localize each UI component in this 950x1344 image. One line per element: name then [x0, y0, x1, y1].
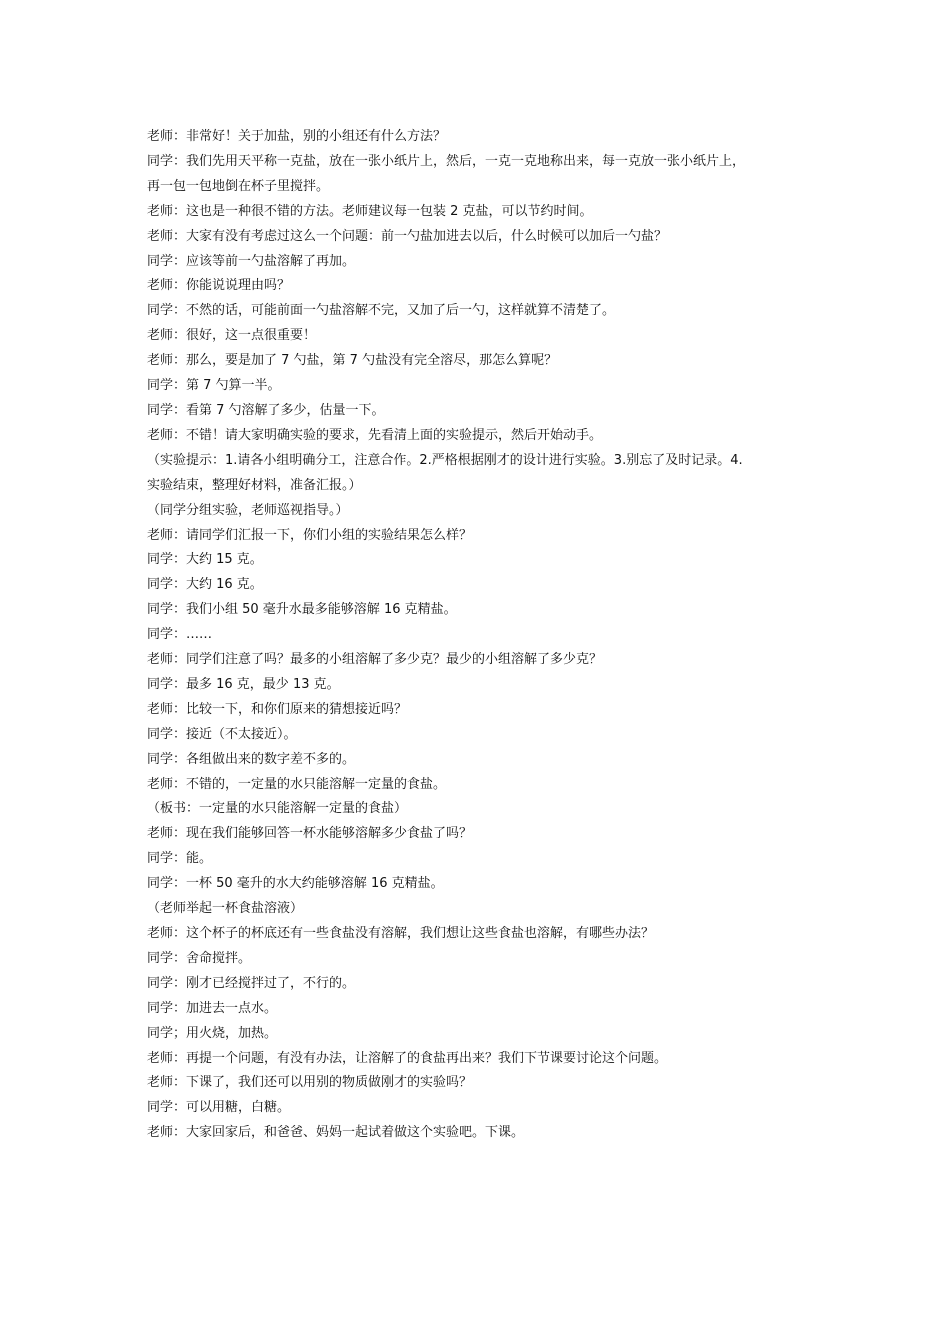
- transcript-line: （老师举起一杯食盐溶液）: [147, 901, 304, 917]
- transcript-line: 老师：非常好！关于加盐，别的小组还有什么方法？: [147, 129, 447, 144]
- transcript-line: （实验提示：1.请各小组明确分工，注意合作。2.严格根据刚才的设计进行实验。3.别忘了及时记录。4.: [147, 452, 743, 468]
- transcript-line: 老师：下课了，我们还可以用别的物质做刚才的实验吗？: [147, 1075, 473, 1091]
- transcript-line: 老师：比较一下，和你们原来的猜想接近吗？: [147, 701, 408, 717]
- transcript-line: 同学：一杯 50 毫升的水大约能够溶解 16 克精盐。: [147, 876, 444, 892]
- transcript-line: （板书：一定量的水只能溶解一定量的食盐）: [147, 801, 408, 817]
- transcript-line: 同学：可以用糖，白糖。: [147, 1100, 291, 1116]
- transcript-line: 同学：大约 15 克。: [147, 552, 263, 568]
- transcript-line: 同学：接近（不太接近）。: [147, 726, 297, 742]
- transcript-line: 老师：这也是一种很不错的方法。老师建议每一包装 2 克盐，可以节约时间。: [147, 203, 593, 219]
- transcript-line: 同学：应该等前一勺盐溶解了再加。: [147, 253, 356, 269]
- transcript-line: 老师：现在我们能够回答一杯水能够溶解多少食盐了吗？: [147, 826, 473, 842]
- transcript-line: 同学：各组做出来的数字差不多的。: [147, 751, 356, 767]
- transcript-line: 同学：第 7 勺算一半。: [147, 378, 281, 394]
- transcript-line: 同学：不然的话，可能前面一勺盐溶解不完，又加了后一勺，这样就算不清楚了。: [147, 303, 616, 319]
- transcript-line: （同学分组实验，老师巡视指导。）: [147, 502, 349, 518]
- transcript-line: 再一包一包地倒在杯子里搅拌。: [147, 178, 330, 194]
- transcript-line: 实验结束，整理好材料，准备汇报。）: [147, 477, 362, 493]
- transcript-line: 老师：请同学们汇报一下，你们小组的实验结果怎么样？: [147, 527, 473, 543]
- transcript-line: 老师：很好，这一点很重要！: [147, 328, 317, 344]
- transcript-line: 老师：不错！请大家明确实验的要求，先看清上面的实验提示，然后开始动手。: [147, 427, 603, 443]
- transcript-line: 同学：我们先用天平称一克盐，放在一张小纸片上，然后，一克一克地称出来，每一克放一张小纸片上，: [147, 153, 746, 169]
- transcript-line: 同学：我们小组 50 毫升水最多能够溶解 16 克精盐。: [147, 602, 457, 618]
- transcript-line: 同学：大约 16 克。: [147, 577, 263, 593]
- transcript-line: 老师：再提一个问题，有没有办法，让溶解了的食盐再出来？我们下节课要讨论这个问题。: [147, 1050, 668, 1066]
- transcript-line: 老师：大家有没有考虑过这么一个问题：前一勺盐加进去以后，什么时候可以加后一勺盐？: [147, 228, 668, 244]
- transcript-line: 同学：能。: [147, 851, 213, 867]
- transcript-line: 同学：最多 16 克，最少 13 克。: [147, 676, 340, 692]
- transcript-line: 同学：看第 7 勺溶解了多少，估量一下。: [147, 402, 385, 418]
- transcript-line: 同学：加进去一点水。: [147, 1000, 278, 1016]
- transcript-line: 老师：大家回家后，和爸爸、妈妈一起试着做这个实验吧。下课。: [147, 1125, 525, 1141]
- lesson-transcript: [147, 125, 807, 1146]
- transcript-line: 老师：你能说说理由吗？: [147, 278, 291, 294]
- transcript-line: 同学：刚才已经搅拌过了，不行的。: [147, 975, 356, 991]
- transcript-line: 老师：不错的，一定量的水只能溶解一定量的食盐。: [147, 776, 447, 792]
- transcript-line: 同学；用火烧，加热。: [147, 1025, 278, 1041]
- transcript-line: 同学：……: [147, 627, 213, 643]
- transcript-line: 同学：舍命搅拌。: [147, 950, 252, 966]
- transcript-line: 老师：那么，要是加了 7 勺盐，第 7 勺盐没有完全溶尽，那怎么算呢？: [147, 353, 558, 369]
- transcript-line: 老师：这个杯子的杯底还有一些食盐没有溶解，我们想让这些食盐也溶解，有哪些办法？: [147, 926, 655, 941]
- transcript-line: 老师：同学们注意了吗？最多的小组溶解了多少克？最少的小组溶解了多少克？: [147, 652, 603, 668]
